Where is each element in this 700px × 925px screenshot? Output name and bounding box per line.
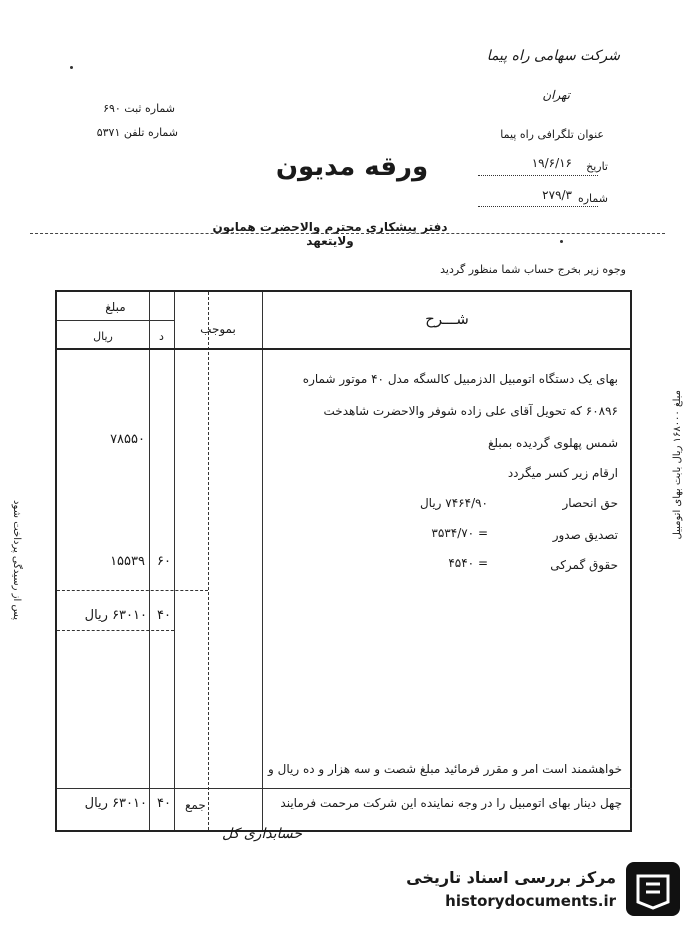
description-line-4: ارقام زیر کسر میگردد bbox=[507, 466, 618, 480]
speck bbox=[70, 66, 73, 69]
watermark bbox=[406, 862, 680, 920]
registration-number: شماره ثبت ۶۹۰ bbox=[103, 102, 175, 115]
header-bottom-rule bbox=[57, 348, 632, 350]
document-title: ورقه مدیون bbox=[275, 152, 429, 182]
deduction-label: حقوق گمرکی bbox=[550, 558, 618, 572]
intro-text: وجوه زیر بخرج حساب شما منظور گردید bbox=[440, 263, 626, 276]
watermark-url: historydocuments.ir bbox=[445, 892, 616, 910]
deduction-amount: = ۴۵۴۰ bbox=[448, 556, 488, 570]
header-rial: ریال bbox=[93, 330, 113, 343]
description-line-1: بهای یک دستگاه اتومبیل الدزمبیل کالسگه مدل ۴۰ موتور شماره bbox=[302, 372, 618, 386]
subtotal-rule bbox=[57, 590, 208, 591]
subtotal-dinar: ۴۰ bbox=[157, 608, 171, 623]
reference-divider bbox=[262, 292, 263, 830]
amount-outer-divider bbox=[208, 292, 209, 830]
left-margin-note: پس از رسیدگی پرداخت شود bbox=[11, 500, 22, 620]
telegraph-address: عنوان تلگرافی راه پیما bbox=[500, 128, 604, 141]
date-dotted-line bbox=[478, 175, 598, 176]
number-label: شماره bbox=[577, 192, 608, 205]
header-amount: مبلغ bbox=[105, 300, 126, 314]
phone-number: شماره تلفن ۵۳۷۱ bbox=[96, 126, 178, 139]
total-dinar: ۴۰ bbox=[157, 796, 171, 811]
total-rule bbox=[57, 788, 632, 789]
archive-logo-icon bbox=[626, 862, 680, 916]
subtotal-bottom-rule bbox=[57, 630, 174, 631]
recipient-dotted-line bbox=[30, 233, 665, 234]
deduction-label: تصدیق صدور bbox=[552, 528, 618, 542]
accounting-signature: حسابداری کل bbox=[222, 826, 302, 842]
right-margin-note: مبلغ ۱۶۸۰۰۰ ریال بابت بهای اتومبیل bbox=[672, 390, 683, 540]
number-dotted-line bbox=[478, 206, 598, 207]
deduction-dinar: ۶۰ bbox=[157, 554, 171, 569]
amount-header-split bbox=[57, 320, 174, 321]
deduction-amount: ۷۴۶۴/۹۰ ریال bbox=[419, 496, 488, 510]
company-name: شرکت سهامی راه پیما bbox=[486, 48, 620, 64]
description-line-3: شمس پهلوی گردیده بمبلغ bbox=[487, 436, 618, 450]
number-value: ۲۷۹/۳ bbox=[542, 188, 572, 202]
amount-divider bbox=[174, 292, 175, 830]
date-label: تاریخ bbox=[586, 160, 608, 173]
total-label: جمع bbox=[185, 798, 206, 812]
header-dinar: د bbox=[159, 330, 164, 343]
subtotal-rial: ۶۳۰۱۰ ریال bbox=[84, 608, 147, 623]
header-reference: بموجب bbox=[200, 322, 236, 336]
header-description: شـــرح bbox=[425, 310, 469, 328]
deduction-label: حق انحصار bbox=[562, 496, 618, 510]
request-line-1: خواهشمند است امر و مقرر فرمائید مبلغ شصت و سه هزار و ده ریال و bbox=[268, 762, 622, 776]
ledger-table bbox=[55, 290, 632, 832]
company-city: تهران bbox=[542, 88, 570, 102]
recipient-office: دفتر پیشکاری محترم والاحضرت همایون ولایتعهد bbox=[212, 220, 448, 248]
speck bbox=[560, 240, 563, 243]
watermark-title: مرکز بررسی اسناد تاریخی bbox=[406, 868, 616, 887]
date-value: ۱۹/۶/۱۶ bbox=[531, 156, 572, 170]
deduction-rial: ۱۵۵۳۹ bbox=[110, 554, 145, 569]
description-line-2: ۶۰۸۹۶ که تحویل آقای علی زاده شوفر والاحضرت شاهدخت bbox=[323, 404, 618, 418]
request-line-2: چهل دینار بهای اتومبیل را در وجه نماینده این شرکت مرحمت فرمایند bbox=[280, 796, 622, 810]
price-rial: ۷۸۵۵۰ bbox=[110, 432, 145, 447]
deduction-amount: = ۳۵۳۴/۷۰ bbox=[431, 526, 488, 540]
total-rial: ۶۳۰۱۰ ریال bbox=[84, 796, 147, 811]
